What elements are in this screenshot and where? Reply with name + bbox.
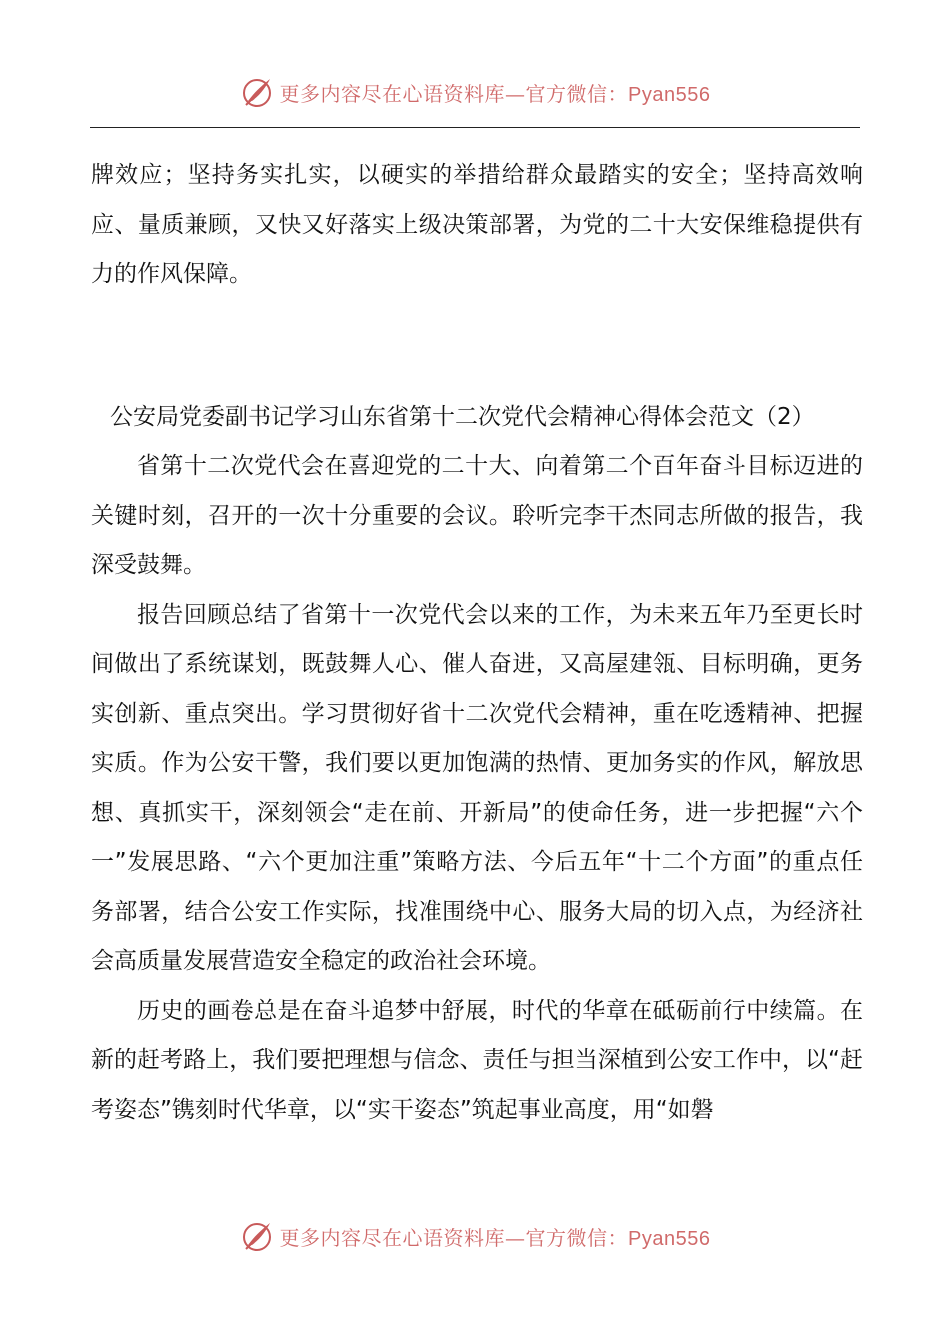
watermark-wechat-label: 官方微信：: [525, 1225, 629, 1250]
header-divider: [90, 127, 860, 128]
watermark-wechat-id: Pyan556: [628, 1227, 711, 1250]
continuation-paragraph: 牌效应；坚持务实扎实，以硬实的举措给群众最踏实的安全；坚持高效响应、量质兼顾，又快又好落实上级决策部署，为党的二十大安保维稳提供有力的作风保障。: [91, 162, 863, 287]
watermark-dash: —: [505, 1225, 526, 1250]
watermark-wechat-id: Pyan556: [628, 83, 711, 106]
quill-logo-icon: [240, 75, 274, 109]
header-watermark: [0, 70, 950, 114]
watermark-dash: —: [505, 81, 526, 106]
body-paragraph: 省第十二次党代会在喜迎党的二十大、向着第二个百年奋斗目标迈进的关键时刻，召开的一次十分重要的会议。聆听完李干杰同志所做的报告，我深受鼓舞。: [91, 453, 863, 578]
section-title: 公安局党委副书记学习山东省第十二次党代会精神心得体会范文（2）: [110, 403, 815, 430]
footer-watermark: [0, 1214, 950, 1258]
body-paragraph: 历史的画卷总是在奋斗追梦中舒展，时代的华章在砥砺前行中续篇。在新的赶考路上，我们要把理想与信念、责任与担当深植到公安工作中，以“赶考姿态”镌刻时代华章，以“实干姿态”筑起事业高度，用“如磐: [91, 997, 863, 1123]
watermark-site: 更多内容尽在心语资料库: [279, 1225, 506, 1250]
watermark-site: 更多内容尽在心语资料库: [279, 81, 506, 106]
quill-logo-icon: [240, 1219, 274, 1253]
document-body: [91, 151, 863, 1135]
watermark-text: [280, 78, 711, 107]
body-paragraph: 报告回顾总结了省第十一次党代会以来的工作，为未来五年乃至更长时间做出了系统谋划，既鼓舞人心、催人奋进，又高屋建瓴、目标明确，更务实创新、重点突出。学习贯彻好省十二次党代会精神，重在吃透精神、把握实质。作为公安干警，我们要以更加饱满的热情、更加务实的作风，解放思想、真抓实干，深刻领会“走在前、开新局”的使命任务，进一步把握“六个一”发展思路、“六个更加注重”策略方法、今后五年“十二个方面”的重点任务部署，结合公安工作实际，找准围绕中心、服务大局的切入点，为经济社会高质量发展营造安全稳定的政治社会环境。: [91, 601, 863, 974]
watermark-wechat-label: 官方微信：: [525, 81, 629, 106]
watermark-text: [280, 1222, 711, 1251]
